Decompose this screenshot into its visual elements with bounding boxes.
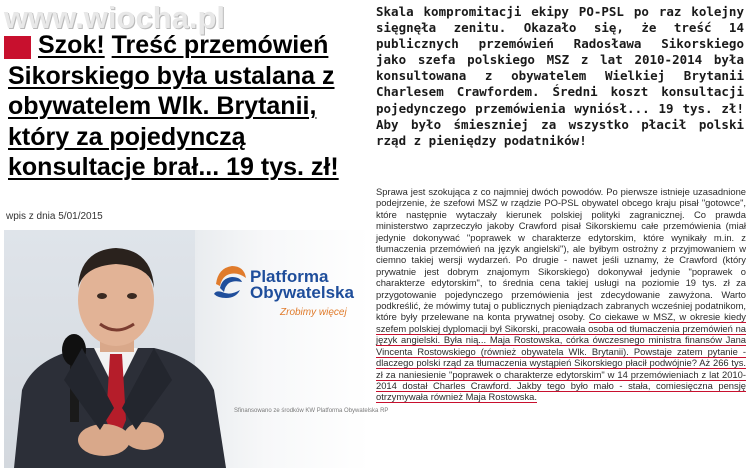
banner-footer: Sfinansowano ze środków KW Platforma Obywatelska RP bbox=[234, 408, 389, 414]
article-body bbox=[376, 186, 746, 403]
post-date: wpis z dnia 5/01/2015 bbox=[6, 211, 103, 222]
article-body-highlighted: Co ciekawe w MSZ, w okresie kiedy szefem polskiej dyplomacji był Sikorski, pracowała osoba od tłumaczenia przemówień na język angielski. Była nią... Maja Rostowska, córka ówczesnego ministra finansów Jana Vincenta Rostowskiego (również obywatela Wlk. Brytanii). Powstaje zatem pytanie - dlaczego polski rząd za tłumaczenia wystąpień Sikorskiego płacił podwójnie? Aż 266 tys. zł za naniesienie "poprawek o charakterze edytorskim" w 14 przemówieniach z lat 2010-2014 dostał Charles Crawford. Jakby tego było mało - stała, comiesięczna pensję otrzymywała również Maja Rostowska. bbox=[376, 311, 746, 403]
headline-text[interactable]: Treść przemówień Sikorskiego była ustalana z obywatelem Wlk. Brytanii, który za pojedynczą konsultacje brał... 19 tys. zł! bbox=[8, 31, 339, 181]
article-body-plain: Sprawa jest szokująca z co najmniej dwóch powodów. Po pierwsze istnieje uzasadnione podejrzenie, że szefowi MSZ w rządzie PO-PSL obywatel obcego kraju pisał "gotowce", które następnie wytaczały kierunek polskiej polityki zagranicznej. Co prawda ministerstwo zaprzeczyło jakoby Crawford pisał Sikorskiemu całe przemówienia (miał jedynie dokonywać "poprawek w charakterze edytorskim, które wynikały m.in. z tłumaczenia przemówień na język angielski"), ale byłbym ostrożny z przyjmowaniem w ciemno takiej wersji wydarzeń. Po drugie - nawet jeśli uznamy, że Crawford (który prywatnie jest dobrym znajomym Sikorskiego) dokonywał jedynie "poprawek o charakterze edytorskim", to średnia cena takiej usługi na poziomie 19 tys. zł za przygotowanie pojedynczego przemówienia jest zdecydowanie zawyżona. Warto podkreślić, że mówimy tutaj o publicznych pieniądzach zabranych wcześniej podatnikom, które były przelewane na konta prywatnej osoby. bbox=[376, 186, 746, 323]
banner-line-2: Obywatelska bbox=[250, 283, 354, 302]
article-photo bbox=[4, 230, 389, 468]
banner-slogan: Zrobimy więcej bbox=[280, 307, 347, 318]
article-lead: Skala kompromitacji ekipy PO-PSL po raz kolejny sięgnęła zenitu. Okazało się, że treść 14 publicznych przemówień Radosława Sikorskiego jako szefa polskiego MSZ z lat 2010-2014 była konsultowana z obywatelem Wielkiej Brytanii Charlesem Crawfordem. Średni koszt konsultacji pojedynczego przemówienia wyniósł... 19 tys. zł! Aby było śmieszniej za wszystko płacił polski rząd z pieniędzy podatników! bbox=[376, 4, 744, 148]
right-column bbox=[376, 0, 750, 468]
headline-prefix[interactable]: Szok! bbox=[38, 31, 105, 59]
speaker-figure bbox=[4, 230, 370, 468]
site-watermark: www.wiocha.pl bbox=[4, 0, 226, 35]
article-headline[interactable] bbox=[8, 30, 370, 183]
banner-line-1: Platforma bbox=[250, 267, 329, 286]
